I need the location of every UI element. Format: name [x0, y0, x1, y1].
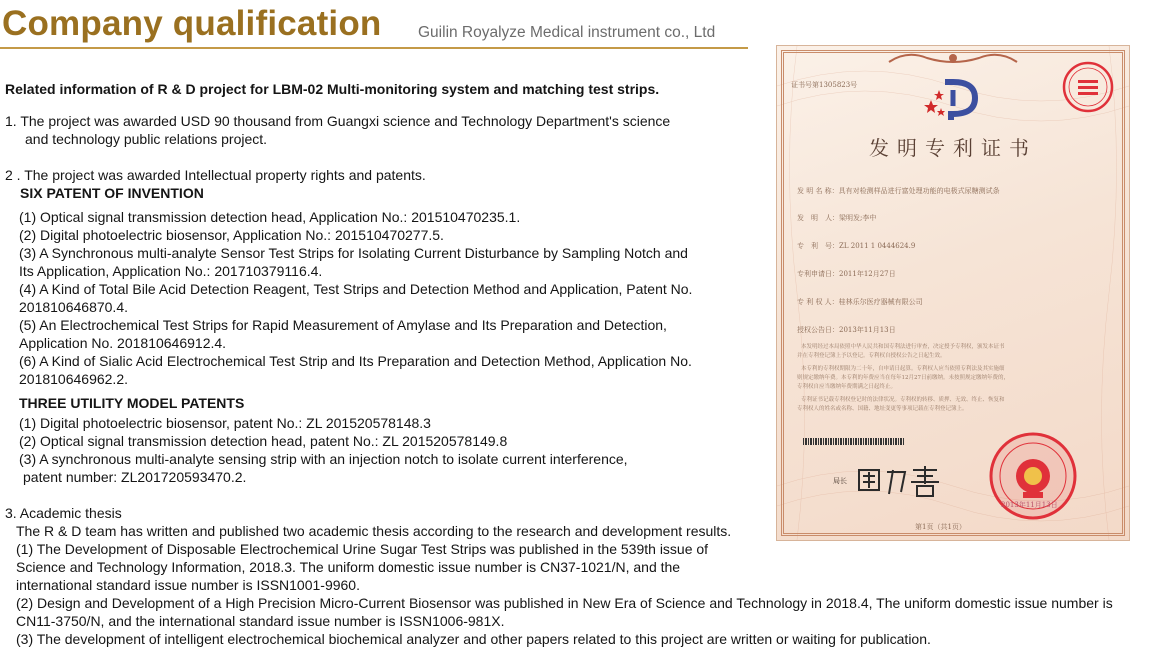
thesis-line: (3) The development of intelligent electrochemical biochemical analyzer and other papers related to this project are written or waiting for publication. [16, 631, 931, 647]
thesis-line: CN11-3750/N, and the international standard issue number is ISSN1006-981X. [16, 613, 505, 629]
item-1-line: and technology public relations project. [25, 131, 268, 147]
item-2-line: 2 . The project was awarded Intellectual property rights and patents. [5, 167, 426, 183]
certificate-paragraph: 本专利的专利权期限为二十年，自申请日起算。专利权人应当依照专利法及其实施细 [801, 366, 1005, 372]
patent-line: 201810646870.4. [19, 299, 128, 315]
patent-line: Application No. 201810646912.4. [19, 335, 227, 351]
item-3-title: 3. Academic thesis [5, 505, 122, 521]
thesis-line: international standard issue number is ISSN1001-9960. [16, 577, 360, 593]
company-name: Guilin Royalyze Medical instrument co., Ltd [418, 24, 716, 41]
patent-line: 201810646962.2. [19, 371, 128, 387]
seal-date: 2013年11月13日 [1001, 501, 1058, 509]
ornament-top-icon [887, 50, 1019, 66]
invention-patents-heading: SIX PATENT OF INVENTION [20, 185, 204, 201]
patentee: 专 利 权 人：桂林乐尔医疗器械有限公司 [797, 298, 923, 306]
certificate-paragraph: 则规定缴纳年费。本专利的年费应当在每年12月27日前缴纳。未按照规定缴纳年费的， [797, 375, 1009, 381]
header [0, 0, 748, 52]
patent-line: (6) A Kind of Sialic Acid Electrochemical Test Strip and Its Preparation and Detection Method, Application No. [19, 353, 692, 369]
grant-date: 授权公告日：2013年11月13日 [797, 326, 896, 334]
utility-patents-heading: THREE UTILITY MODEL PATENTS [19, 395, 245, 411]
director-label: 局长 [833, 477, 847, 485]
utility-line: patent number: ZL201720593470.2. [23, 469, 247, 485]
thesis-line: Science and Technology Information, 2018.3. The uniform domestic issue number is CN37-1021/N, and the [16, 559, 681, 575]
patent-line: Its Application, Application No.: 201710379116.4. [19, 263, 323, 279]
inventor: 发 明 人：梁明发;李中 [797, 214, 877, 222]
certificate-paragraph: 本发明经过本局依照中华人民共和国专利法进行审查，决定授予专利权，颁发本证书 [801, 344, 1005, 350]
thesis-line: (1) The Development of Disposable Electrochemical Urine Sugar Test Strips was published in the 539th issue of [16, 541, 709, 557]
patent-line: (3) A Synchronous multi-analyte Sensor Test Strips for Isolating Current Disturbance by Sampling Notch and [19, 245, 688, 261]
utility-line: (1) Digital photoelectric biosensor, patent No.: ZL 201520578148.3 [19, 415, 431, 431]
certificate-serial: 证书号第1305823号 [791, 81, 858, 89]
certificate-paragraph: 专利权人的姓名或名称、国籍、地址变更等事项记载在专利登记簿上。 [797, 406, 968, 412]
item-1-line: 1. The project was awarded USD 90 thousand from Guangxi science and Technology Department's science [5, 113, 671, 129]
invention-name: 发 明 名 称：具有对检测样品进行富处理功能的电极式尿糖测试条 [797, 187, 1000, 195]
section-heading: Related information of R & D project for LBM-02 Multi-monitoring system and matching test strips. [5, 81, 660, 97]
patent-line: (5) An Electrochemical Test Strips for Rapid Measurement of Amylase and Its Preparation and Detection, [19, 317, 667, 333]
certificate-paragraph: 并在专利登记簿上予以登记。专利权自授权公告之日起生效。 [797, 353, 946, 359]
certificate-footer: 第1页（共1页） [915, 523, 966, 531]
filing-date: 专利申请日：2011年12月27日 [797, 270, 896, 278]
patent-number: 专 利 号：ZL 2011 1 0444624.9 [797, 242, 916, 250]
patent-line: (2) Digital photoelectric biosensor, Application No.: 201510470277.5. [19, 227, 444, 243]
certificate-paragraph: 专利证书记载专利权登记时的法律状况。专利权的转移、质押、无效、终止、恢复和 [801, 397, 1005, 403]
patent-certificate-image [776, 45, 1130, 541]
patent-line: (1) Optical signal transmission detection head, Application No.: 201510470235.1. [19, 209, 521, 225]
certificate-title: 发明专利证书 [869, 136, 1037, 160]
red-seal-top-icon [1061, 60, 1115, 114]
patent-line: (4) A Kind of Total Bile Acid Detection Reagent, Test Strips and Detection Method and Application, Patent No. [19, 281, 693, 297]
director-signature-icon [853, 460, 943, 500]
barcode [803, 438, 905, 445]
thesis-line: The R & D team has written and published two academic thesis according to the research and development results. [16, 523, 732, 539]
certificate-paragraph: 专利权自应当缴纳年费期满之日起终止。 [797, 384, 897, 390]
page-title: Company qualification [2, 4, 382, 43]
thesis-line: (2) Design and Development of a High Precision Micro-Current Biosensor was published in New Era of Science and Technology in 2018.4, The uniform domestic issue number is [16, 595, 1113, 611]
utility-line: (3) A synchronous multi-analyte sensing strip with an injection notch to isolate current interference, [19, 451, 628, 467]
utility-line: (2) Optical signal transmission detection head, patent No.: ZL 201520578149.8 [19, 433, 508, 449]
header-divider [0, 47, 748, 49]
patent-office-logo-icon [923, 76, 983, 122]
